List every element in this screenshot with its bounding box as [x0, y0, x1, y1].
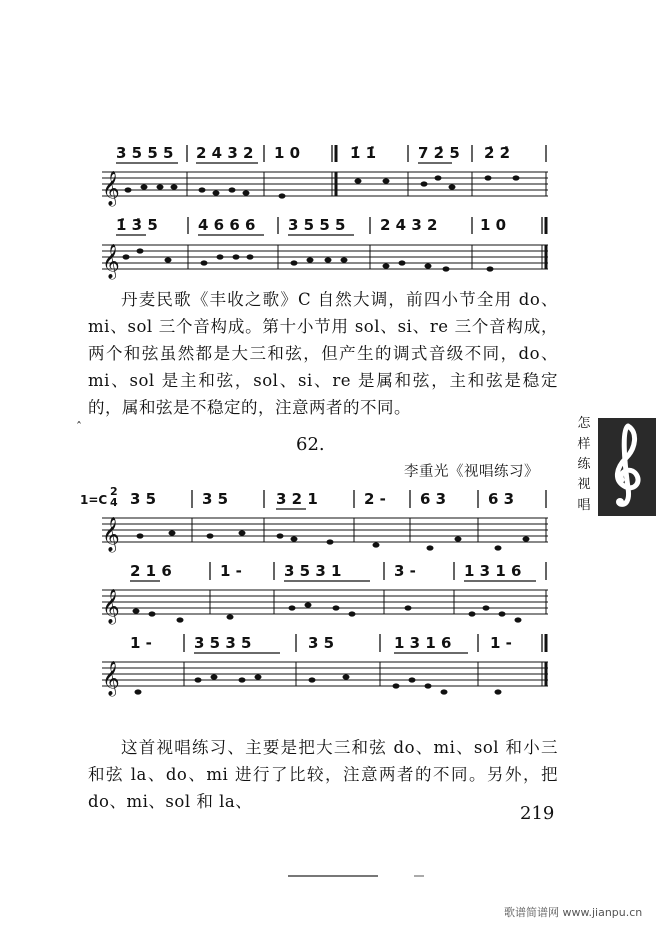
jianpu-measure: 2 - — [364, 490, 386, 508]
jianpu-measure: 1 0 — [480, 216, 507, 234]
side-tab-char: 样 — [577, 436, 591, 452]
jianpu-measure: 2̇ 2̇ — [484, 144, 511, 162]
jianpu-measure: 1 - — [490, 634, 512, 652]
jianpu-measure: 3 5 — [308, 634, 335, 652]
time-top: 2 — [110, 485, 118, 498]
paragraph-sight-singing-explanation — [88, 734, 558, 815]
margin-mark: ˆ — [76, 420, 82, 434]
example-source: 李重光《视唱练习》 — [404, 464, 539, 480]
jianpu-measure: 3 2 1 — [276, 490, 318, 508]
jianpu-measure: 1 - — [130, 634, 152, 652]
score-sight-svg — [80, 484, 558, 700]
jianpu-measure: 3 5 5 5 — [116, 144, 174, 162]
jianpu-measure: 3 - — [394, 562, 416, 580]
jianpu-measure: 4 6 6 6 — [198, 216, 256, 234]
score-harvest-svg — [88, 140, 558, 290]
jianpu-measure: 3 5 5 5 — [288, 216, 346, 234]
treble-clef-icon — [598, 418, 656, 516]
jianpu-measure: 3 5 — [130, 490, 157, 508]
treble-clef-glyph: 𝄞 — [102, 589, 120, 624]
side-tab-char: 唱 — [577, 497, 591, 513]
jianpu-measure: 6 3 — [420, 490, 447, 508]
watermark: 歌谱简谱网 www.jianpu.cn — [504, 906, 643, 919]
jianpu-measure: 7 2̇ 5 — [418, 144, 460, 162]
jianpu-measure: 2 1 6 — [130, 562, 172, 580]
side-tab-char: 视 — [577, 477, 591, 493]
jianpu-measure: 1̇ 3̇ 5 — [116, 216, 158, 234]
jianpu-measure: 2 4 3 2 — [380, 216, 438, 234]
paragraph-text: 这首视唱练习、主要是把大三和弦 do、mi、sol 和小三和弦 la、do、mi 进行了比较，注意两者的不同。另外，把 do、mi、sol 和 la、 — [88, 738, 558, 811]
time-bottom: 4 — [110, 496, 118, 509]
jianpu-measure: 1 3 1 6 — [394, 634, 452, 652]
side-tab-char: 怎 — [577, 416, 591, 432]
jianpu-measure: 3 5 3 1 — [284, 562, 342, 580]
jianpu-measure: 3 5 — [202, 490, 229, 508]
footer-rule — [288, 875, 378, 877]
jianpu-measure: 6 3 — [488, 490, 515, 508]
jianpu-measure: 1 - — [220, 562, 242, 580]
chapter-side-tab — [572, 414, 656, 516]
jianpu-measure: 2 4 3 2 — [196, 144, 254, 162]
footer-rule — [414, 875, 424, 877]
paragraph-harvest-explanation — [88, 286, 558, 421]
side-tab-char: 练 — [577, 456, 591, 472]
side-tab-dark-panel — [598, 418, 656, 516]
treble-clef-glyph: 𝄞 — [102, 171, 120, 206]
jianpu-measure: 1 0 — [274, 144, 301, 162]
treble-clef-glyph: 𝄞 — [102, 517, 120, 552]
paragraph-text: 丹麦民歌《丰收之歌》C 自然大调，前四小节全用 do、mi、sol 三个音构成。第十小节用 sol、si、re 三个音构成，两个和弦虽然都是大三和弦，但产生的调式音级不同，do、mi、sol 是主和弦，sol、si、re 是属和弦，主和弦是稳定的，属和弦是不稳定的，注意两者的不同。 — [88, 290, 558, 417]
jianpu-measure: 3 5 3 5 — [194, 634, 252, 652]
score-harvest-song — [88, 140, 558, 290]
key-signature: 1=C — [80, 493, 108, 507]
jianpu-measure: 1 3 1 6 — [464, 562, 522, 580]
score-sight-singing — [80, 484, 558, 700]
jianpu-measure: 1̇ 1̇ — [350, 144, 377, 162]
page-number: 219 — [520, 803, 555, 824]
example-number: 62. — [296, 434, 325, 455]
treble-clef-glyph: 𝄞 — [102, 661, 120, 696]
treble-clef-glyph: 𝄞 — [102, 244, 120, 279]
side-tab-text — [572, 414, 596, 516]
